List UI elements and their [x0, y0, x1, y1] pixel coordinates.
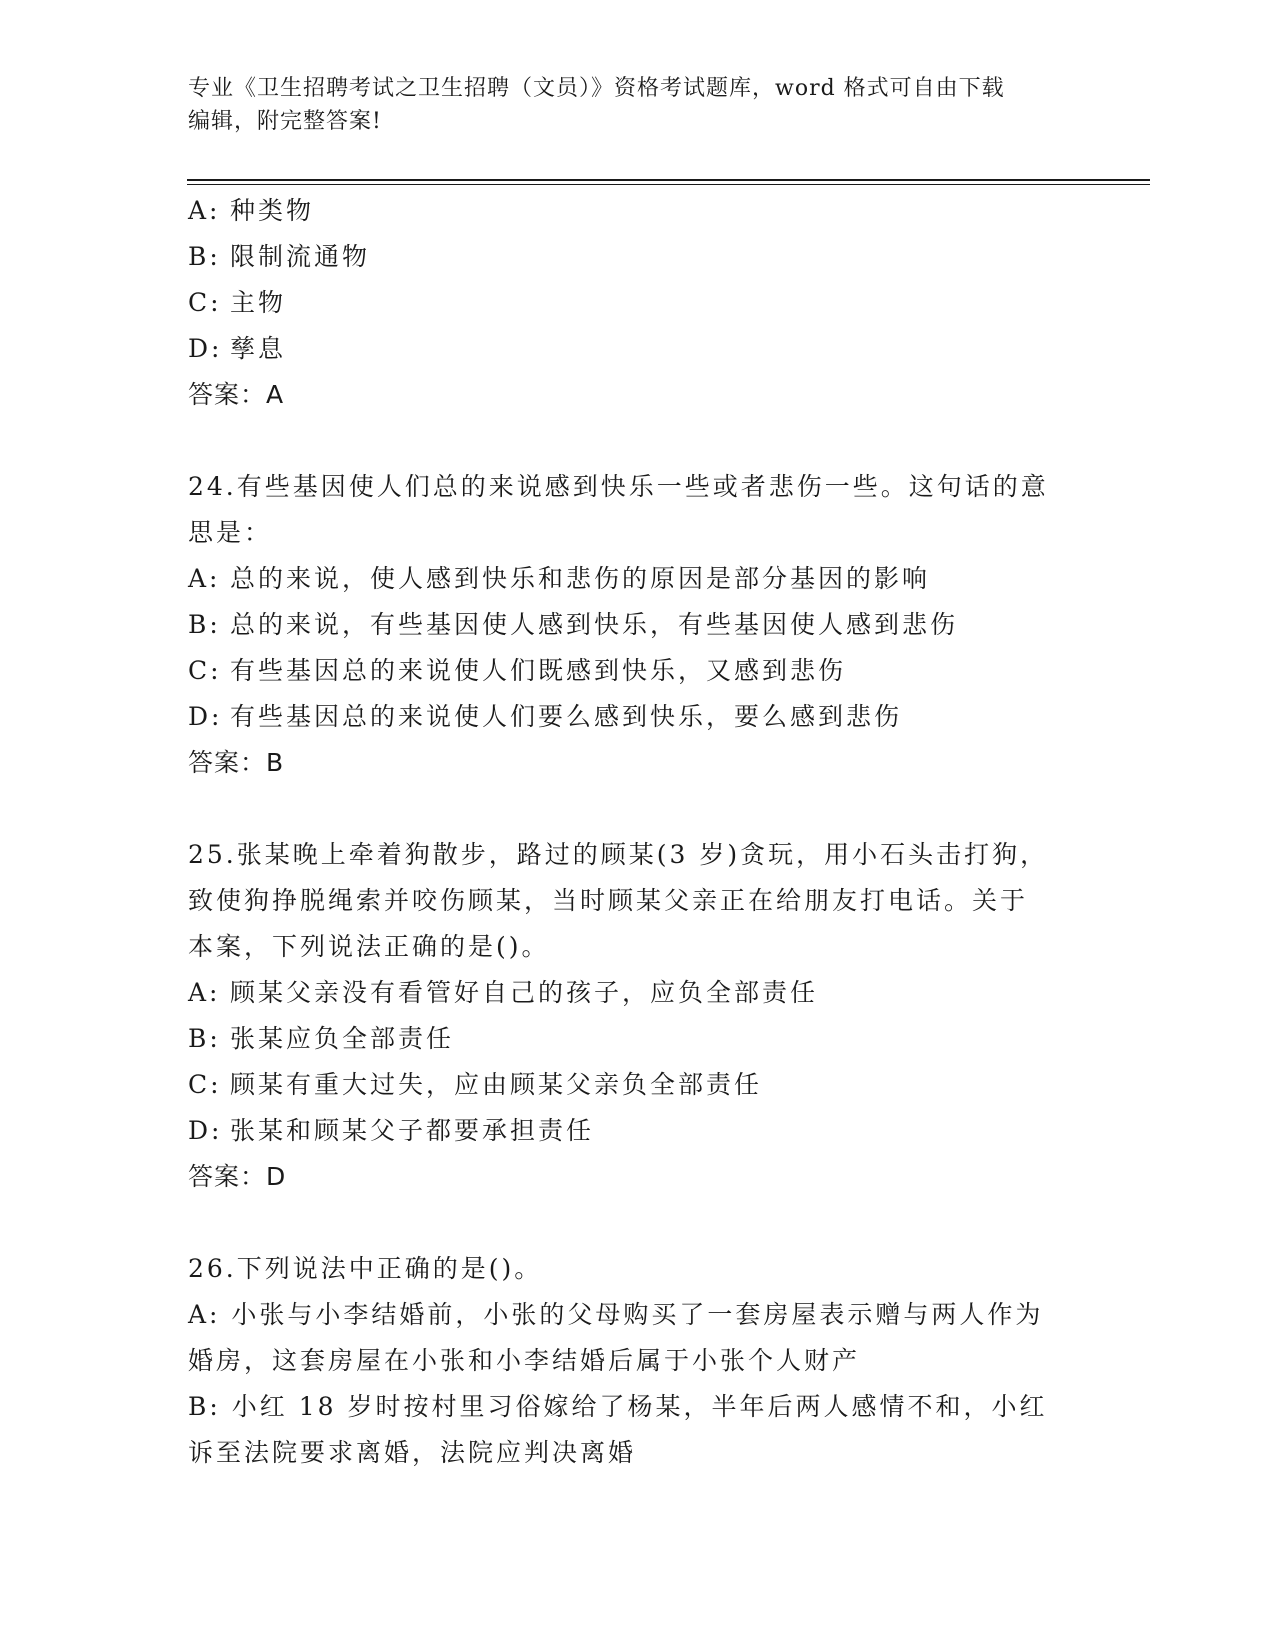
- option-d: [188, 326, 1088, 372]
- question-25: [188, 832, 1088, 1200]
- option-text: 总的来说，有些基因使人感到快乐，有些基因使人感到悲伤: [230, 610, 959, 639]
- option-b-line: B: 小红 18 岁时按村里习俗嫁给了杨某，半年后两人感情不和，小红: [188, 1392, 1048, 1421]
- question-26: [188, 1246, 1088, 1476]
- document-header: [188, 72, 1088, 138]
- option-prefix: C:: [188, 1070, 222, 1099]
- option-prefix: D:: [188, 334, 223, 363]
- option-prefix: A:: [188, 978, 221, 1007]
- option-b: [188, 234, 1088, 280]
- question-stem-line: 24.有些基因使人们总的来说感到快乐一些或者悲伤一些。这句话的意: [188, 472, 1049, 501]
- option-a: [188, 188, 1088, 234]
- option-text: 有些基因总的来说使人们既感到快乐，又感到悲伤: [230, 656, 847, 685]
- option-a-line: 婚房，这套房屋在小张和小李结婚后属于小张个人财产: [188, 1346, 861, 1375]
- option-prefix: A:: [188, 564, 221, 593]
- question-24: [188, 464, 1088, 786]
- option-prefix: C:: [188, 656, 222, 685]
- spacer: [188, 1200, 1088, 1246]
- option-d: [188, 694, 1088, 740]
- option-text: 总的来说，使人感到快乐和悲伤的原因是部分基因的影响: [230, 564, 931, 593]
- option-text: 顾某父亲没有看管好自己的孩子，应负全部责任: [230, 978, 819, 1007]
- option-text: 张某应负全部责任: [230, 1024, 455, 1053]
- option-prefix: B:: [188, 610, 221, 639]
- header-divider-thin: [187, 184, 1150, 185]
- question-stem-line: 本案，下列说法正确的是()。: [188, 932, 550, 961]
- question-stem-line: 致使狗挣脱绳索并咬伤顾某，当时顾某父亲正在给朋友打电话。关于: [188, 886, 1029, 915]
- option-prefix: D:: [188, 702, 223, 731]
- question-stem-line: 25.张某晚上牵着狗散步，路过的顾某(3 岁)贪玩，用小石头击打狗，: [188, 840, 1049, 869]
- spacer: [188, 786, 1088, 832]
- spacer: [188, 418, 1088, 464]
- option-d: [188, 1108, 1088, 1154]
- option-text: 限制流通物: [230, 242, 371, 271]
- question-23: [188, 188, 1088, 418]
- option-prefix: B:: [188, 1024, 221, 1053]
- question-stem-line: 26.下列说法中正确的是()。: [188, 1254, 543, 1283]
- option-b: [188, 602, 1088, 648]
- option-c: [188, 280, 1088, 326]
- option-c: [188, 648, 1088, 694]
- question-content: [188, 188, 1088, 1476]
- option-prefix: B:: [188, 242, 221, 271]
- option-text: 有些基因总的来说使人们要么感到快乐，要么感到悲伤: [230, 702, 903, 731]
- option-a: [188, 556, 1088, 602]
- answer-line: 答案：A: [188, 380, 285, 409]
- option-prefix: A:: [188, 196, 221, 225]
- option-prefix: D:: [188, 1116, 223, 1145]
- header-divider-thick: [187, 179, 1150, 181]
- option-b: [188, 1016, 1088, 1062]
- question-stem-line: 思是：: [188, 518, 273, 547]
- answer-line: 答案：D: [188, 1162, 287, 1191]
- option-text: 顾某有重大过失，应由顾某父亲负全部责任: [230, 1070, 763, 1099]
- answer-line: 答案：B: [188, 748, 285, 777]
- option-a-line: A: 小张与小李结婚前，小张的父母购买了一套房屋表示赠与两人作为: [188, 1300, 1044, 1329]
- header-line-2: 编辑，附完整答案!: [188, 109, 382, 134]
- option-text: 主物: [230, 288, 287, 317]
- option-text: 种类物: [230, 196, 315, 225]
- option-text: 孳息: [230, 334, 287, 363]
- option-a: [188, 970, 1088, 1016]
- option-c: [188, 1062, 1088, 1108]
- option-prefix: C:: [188, 288, 222, 317]
- option-b-line: 诉至法院要求离婚，法院应判决离婚: [188, 1438, 637, 1467]
- header-line-1: 专业《卫生招聘考试之卫生招聘（文员）》资格考试题库，word 格式可自由下载: [188, 76, 1005, 101]
- option-text: 张某和顾某父子都要承担责任: [230, 1116, 595, 1145]
